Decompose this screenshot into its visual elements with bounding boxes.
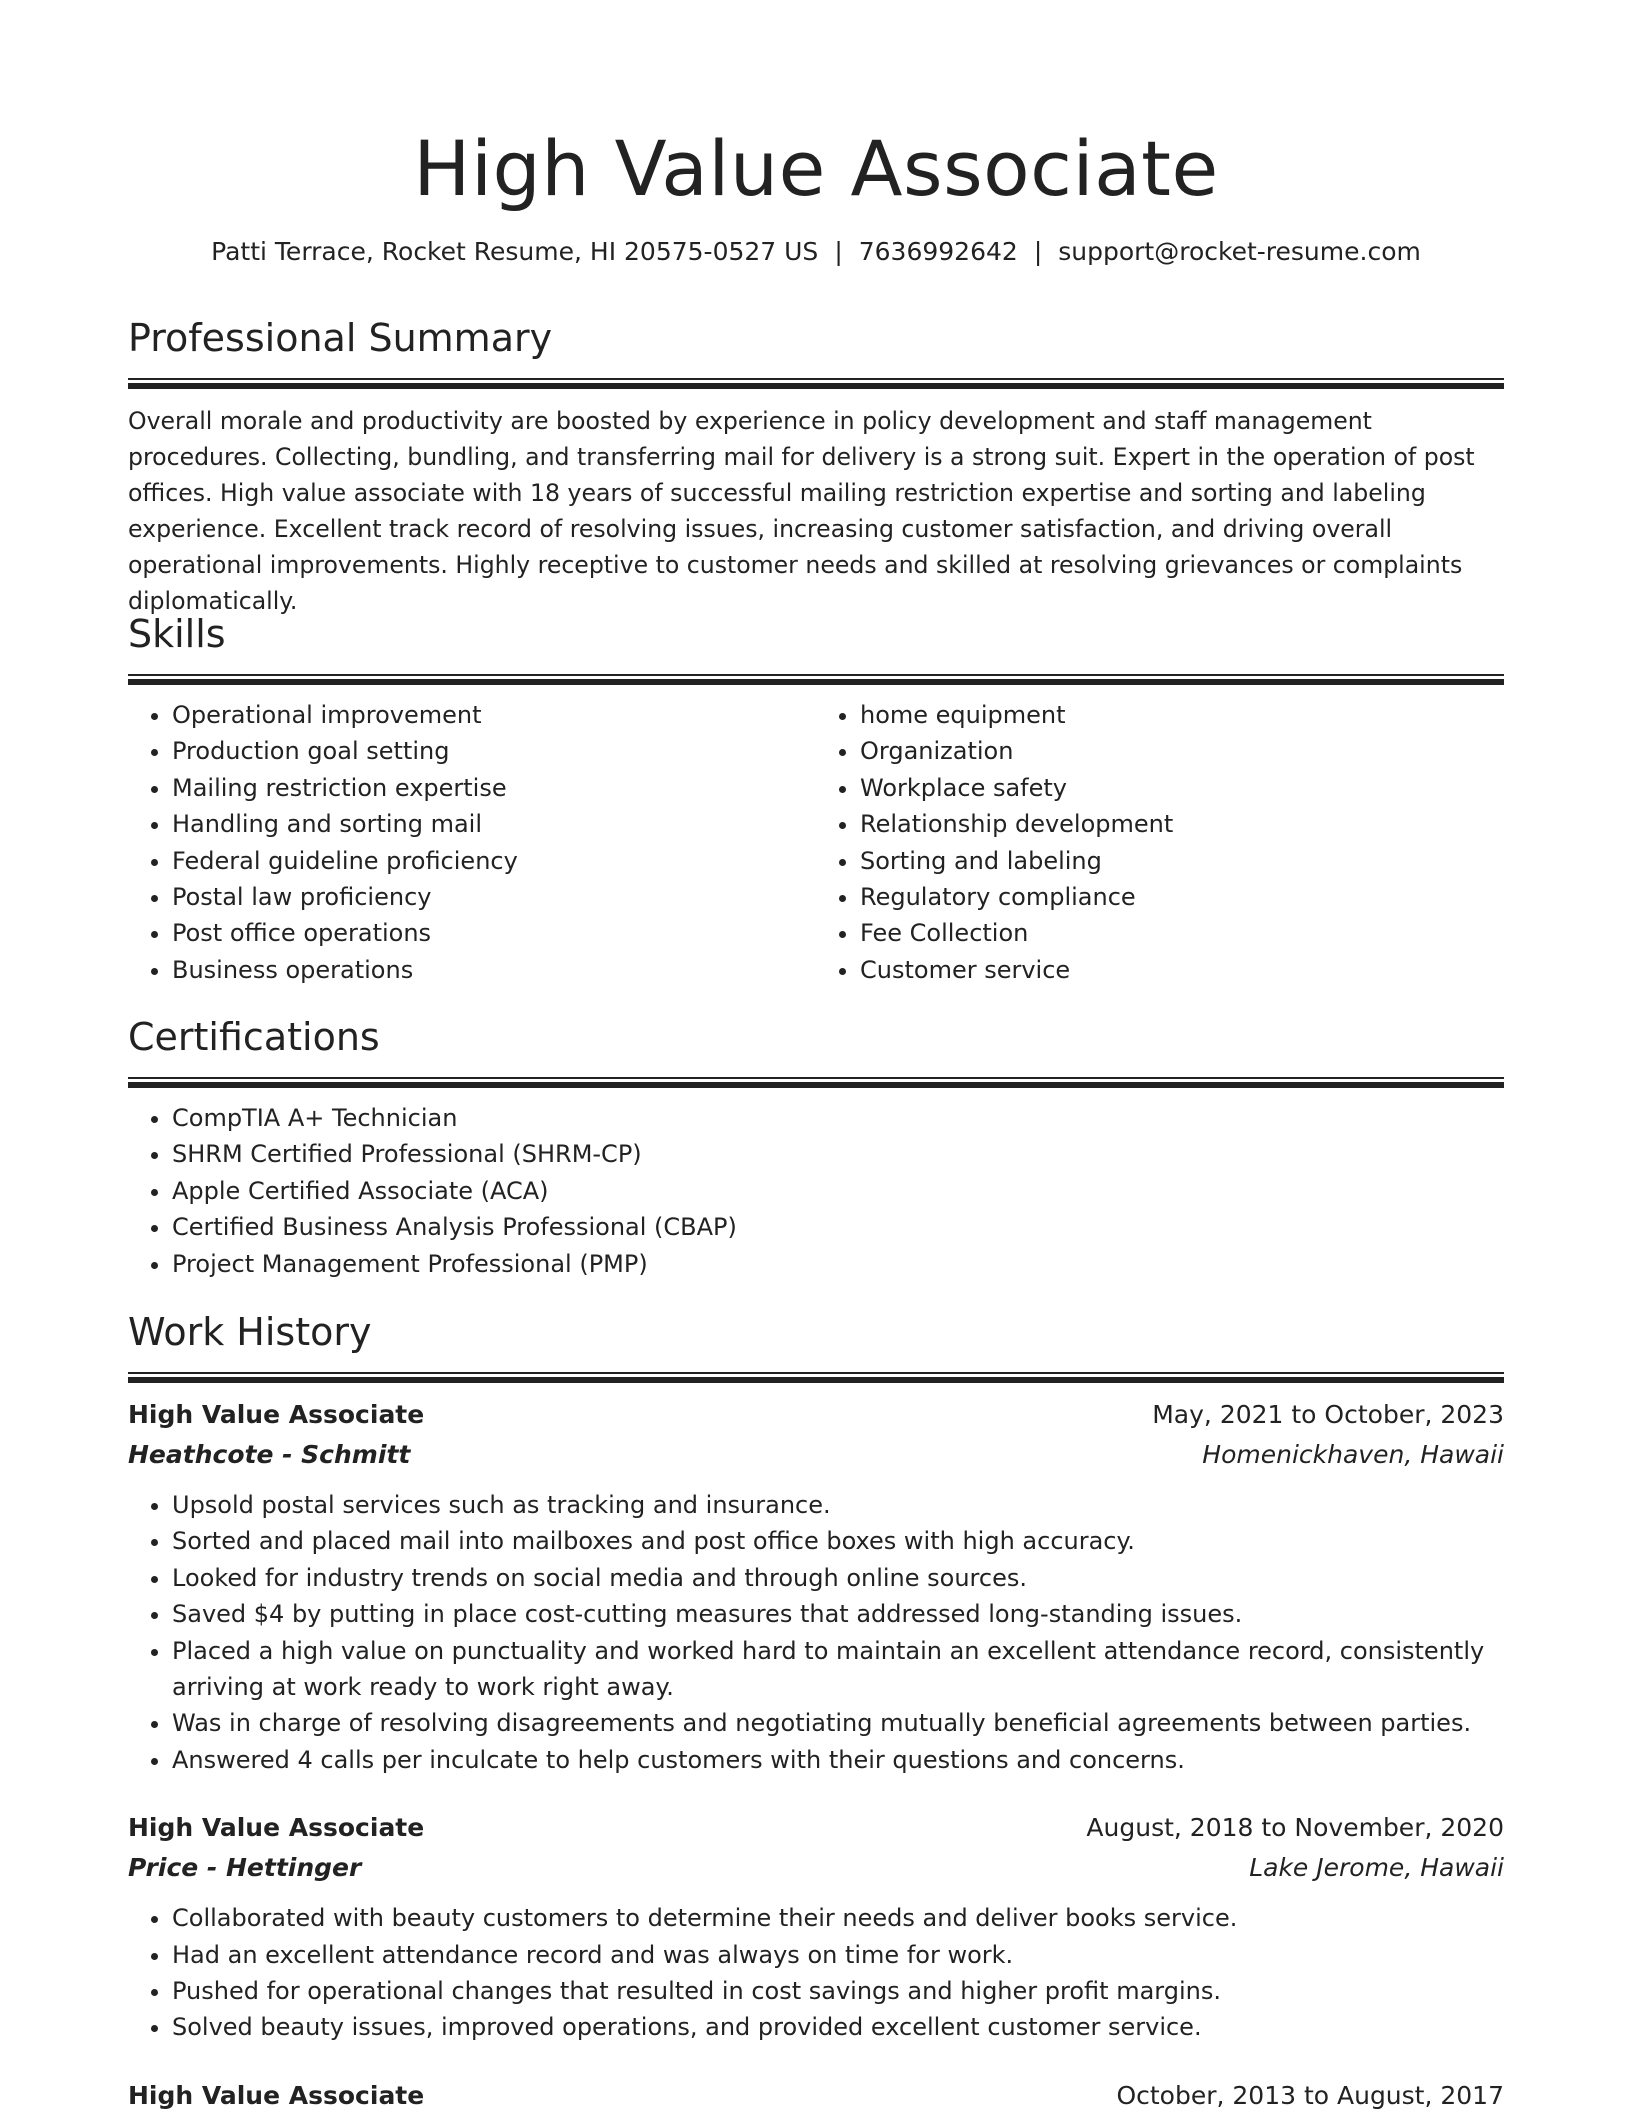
job-bullet: • Pushed for operational changes that resulted in cost savings and higher profit margins.	[172, 1973, 1504, 2009]
job-header	[128, 2076, 1504, 2116]
contact-separator: |	[1033, 237, 1043, 266]
work-history-section	[128, 1308, 1504, 2116]
skills-list-right	[816, 697, 1504, 988]
skill-item: • Mailing restriction expertise	[172, 770, 816, 806]
skills-section	[128, 610, 1504, 988]
contact-phone: 7636992642	[858, 237, 1018, 266]
contact-separator: |	[834, 237, 843, 266]
job-bullet: • Collaborated with beauty customers to determine their needs and deliver books service.	[172, 1900, 1504, 1936]
job-bullet: • Was in charge of resolving disagreements and negotiating mutually beneficial agreements between parties.	[172, 1705, 1504, 1741]
skill-item: • Organization	[860, 733, 1504, 769]
job-bullet: • Placed a high value on punctuality and worked hard to maintain an excellent attendance record, consistently arriving at work ready to work right away.	[172, 1633, 1504, 1706]
contact-line	[128, 236, 1504, 268]
job-subheader	[128, 1848, 1504, 1888]
skill-item: • Federal guideline proficiency	[172, 843, 816, 879]
section-divider	[128, 1077, 1504, 1088]
skill-item: • Business operations	[172, 952, 816, 988]
section-divider	[128, 378, 1504, 389]
skills-list-left	[128, 697, 816, 988]
job-bullet: • Upsold postal services such as tracking and insurance.	[172, 1487, 1504, 1523]
job-company: Heathcote - Schmitt	[128, 1440, 411, 1469]
job-bullets	[128, 1487, 1504, 1778]
skill-item: • Operational improvement	[172, 697, 816, 733]
certification-item: • Apple Certified Associate (ACA)	[172, 1173, 1504, 1209]
job-bullet: • Solved beauty issues, improved operations, and provided excellent customer service.	[172, 2009, 1504, 2045]
section-divider	[128, 1372, 1504, 1383]
job-bullet: • Had an excellent attendance record and was always on time for work.	[172, 1937, 1504, 1973]
skill-item: • Postal law proficiency	[172, 879, 816, 915]
job-title: High Value Associate	[128, 1400, 425, 1429]
summary-section	[128, 314, 1504, 619]
job-entry	[128, 1395, 1504, 1778]
job-header	[128, 1808, 1504, 1848]
skill-item: • home equipment	[860, 697, 1504, 733]
job-location: Lake Jerome, Hawaii	[1249, 1853, 1504, 1883]
job-entry	[128, 2076, 1504, 2116]
work-history-heading: Work History	[128, 1310, 372, 1354]
skill-item: • Sorting and labeling	[860, 843, 1504, 879]
skill-item: • Production goal setting	[172, 733, 816, 769]
job-bullet: • Saved $4 by putting in place cost-cutting measures that addressed long-standing issues.	[172, 1596, 1504, 1632]
skill-item: • Post office operations	[172, 915, 816, 951]
skill-item: • Customer service	[860, 952, 1504, 988]
summary-heading: Professional Summary	[128, 316, 553, 360]
job-bullet: • Sorted and placed mail into mailboxes and post office boxes with high accuracy.	[172, 1523, 1504, 1559]
skills-heading: Skills	[128, 612, 226, 656]
summary-text: Overall morale and productivity are boosted by experience in policy development and staff management procedures. Collecting, bundling, and transferring mail for delivery is a strong suit. Expert in the operation of post offices. High value associate with 18 years of successful mailing restriction expertise and sorting and labeling experience. Excellent track record of resolving issues, increasing customer satisfaction, and driving overall operational improvements. Highly receptive to customer needs and skilled at resolving grievances or complaints diplomatically.	[128, 407, 1475, 615]
section-divider	[128, 674, 1504, 685]
job-header	[128, 1395, 1504, 1435]
skill-item: • Regulatory compliance	[860, 879, 1504, 915]
job-dates: May, 2021 to October, 2023	[1152, 1400, 1504, 1429]
job-dates: August, 2018 to November, 2020	[1086, 1813, 1504, 1843]
certification-item: • Certified Business Analysis Professional (CBAP)	[172, 1209, 1504, 1245]
job-dates: October, 2013 to August, 2017	[1116, 2080, 1504, 2110]
job-location: Homenickhaven, Hawaii	[1202, 1440, 1504, 1469]
skill-item: • Handling and sorting mail	[172, 806, 816, 842]
contact-email: support@rocket-resume.com	[1058, 237, 1421, 266]
certification-item: • Project Management Professional (PMP)	[172, 1246, 1504, 1282]
skill-item: • Relationship development	[860, 806, 1504, 842]
job-company: Price - Hettinger	[128, 1853, 362, 1883]
certifications-heading: Certifications	[128, 1015, 380, 1059]
contact-address: Patti Terrace, Rocket Resume, HI 20575-0527 US	[211, 237, 819, 266]
job-entry	[128, 1808, 1504, 2046]
job-subheader	[128, 1435, 1504, 1475]
resume-title: High Value Associate	[413, 124, 1219, 213]
skills-grid	[128, 697, 1504, 988]
certifications-section	[128, 1013, 1504, 1282]
job-title: High Value Associate	[128, 1813, 425, 1843]
job-bullet: • Looked for industry trends on social media and through online sources.	[172, 1560, 1504, 1596]
certification-item: • CompTIA A+ Technician	[172, 1100, 1504, 1136]
skill-item: • Workplace safety	[860, 770, 1504, 806]
job-bullets	[128, 1900, 1504, 2046]
certification-item: • SHRM Certified Professional (SHRM-CP)	[172, 1136, 1504, 1172]
certifications-list	[128, 1100, 1504, 1282]
job-title: High Value Associate	[128, 2080, 425, 2110]
job-bullet: • Answered 4 calls per inculcate to help customers with their questions and concerns.	[172, 1742, 1504, 1778]
skill-item: • Fee Collection	[860, 915, 1504, 951]
